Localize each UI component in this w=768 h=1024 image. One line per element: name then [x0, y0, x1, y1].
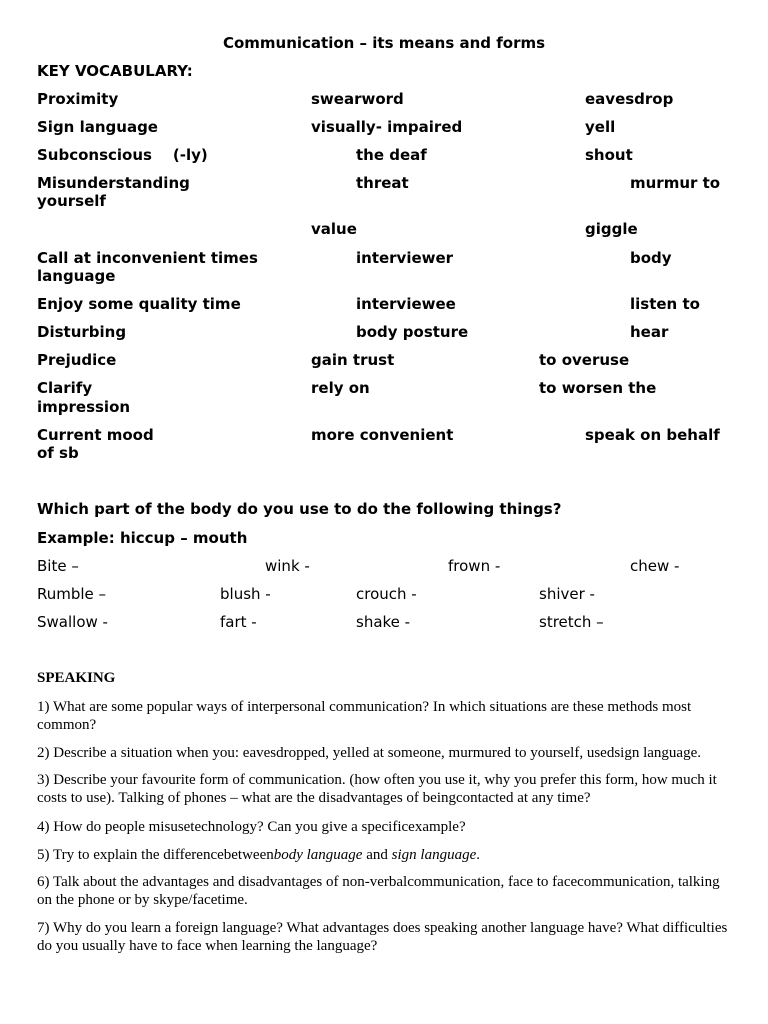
question-text: 5) Try to explain the differencebetween [37, 847, 274, 863]
vocab-item: gain trust [311, 351, 395, 369]
speaking-question [37, 846, 737, 864]
vocab-item: body posture [356, 323, 469, 341]
document-title: Communication – its means and forms [222, 34, 546, 52]
exercise-item: Swallow - [37, 613, 108, 631]
vocab-item: Current mood [37, 426, 154, 444]
exercise-item: Bite – [37, 557, 79, 575]
exercise-item: frown - [448, 557, 501, 575]
vocab-item: giggle [585, 220, 638, 238]
vocab-item: more convenient [311, 426, 454, 444]
speaking-question: 3) Describe your favourite form of communication. (how often you use it, why you prefer this form, how much it costs to use). Talking of phones – what are the disadvantages of beingcontacted at any time? [37, 772, 717, 806]
vocab-item: Prejudice [37, 351, 117, 369]
exercise-item: blush - [220, 585, 271, 603]
exercise-item: stretch – [539, 613, 604, 631]
vocab-item: listen to [630, 295, 700, 313]
exercise-question: Which part of the body do you use to do the following things? [37, 500, 562, 518]
term-body-language: body language [273, 847, 363, 863]
term-sign-language: sign language [391, 847, 477, 863]
vocab-item: language [37, 267, 116, 285]
speaking-question: 4) How do people misusetechnology? Can you give a specificexample? [37, 819, 466, 835]
vocab-item: Proximity [37, 90, 119, 108]
exercise-example: Example: hiccup – mouth [37, 529, 248, 547]
speaking-heading: SPEAKING [37, 670, 116, 686]
speaking-question: 6) Talk about the advantages and disadvantages of non-verbalcommunication, face to facecommunication, talking on the phone or by skype/facetime. [37, 874, 720, 908]
vocab-item: eavesdrop [585, 90, 674, 108]
exercise-item: shiver - [539, 585, 595, 603]
vocab-item: body [630, 249, 672, 267]
exercise-item: crouch - [356, 585, 417, 603]
vocab-item: value [311, 220, 357, 238]
speaking-question: 1) What are some popular ways of interpersonal communication? In which situations are these methods most common? [37, 699, 692, 733]
vocab-item: murmur to [630, 174, 721, 192]
exercise-item: Rumble – [37, 585, 107, 603]
vocab-item: interviewer [356, 249, 454, 267]
vocab-item: yell [585, 118, 616, 136]
vocab-item: Enjoy some quality time [37, 295, 241, 313]
vocab-item: Sign language [37, 118, 158, 136]
exercise-item: fart - [220, 613, 257, 631]
vocab-item: hear [630, 323, 669, 341]
vocab-item: Disturbing [37, 323, 127, 341]
vocab-item: impression [37, 398, 131, 416]
vocab-item: Clarify [37, 379, 93, 397]
vocab-item: to worsen the [539, 379, 657, 397]
exercise-item: wink - [265, 557, 310, 575]
speaking-question: 7) Why do you learn a foreign language? What advantages does speaking another language have? What difficulties do you usually have to face when learning the language? [37, 920, 728, 954]
vocab-item: to overuse [539, 351, 630, 369]
question-text: . [476, 847, 480, 863]
question-text: and [362, 847, 392, 863]
vocab-item: threat [356, 174, 409, 192]
vocab-item: rely on [311, 379, 370, 397]
exercise-item: shake - [356, 613, 411, 631]
vocab-item: visually- impaired [311, 118, 463, 136]
vocab-heading: KEY VOCABULARY: [37, 62, 193, 80]
speaking-question: 2) Describe a situation when you: eavesdropped, yelled at someone, murmured to yourself, usedsign language. [37, 745, 701, 761]
vocab-item: Misunderstanding [37, 174, 190, 192]
vocab-item: speak on behalf [585, 426, 720, 444]
vocab-item: yourself [37, 192, 106, 210]
vocab-item: Call at inconvenient times [37, 249, 258, 267]
vocab-item: the deaf [356, 146, 427, 164]
vocab-item: interviewee [356, 295, 456, 313]
exercise-item: chew - [630, 557, 680, 575]
vocab-item: swearword [311, 90, 404, 108]
vocab-item: shout [585, 146, 633, 164]
vocab-item: of sb [37, 444, 79, 462]
vocab-item: Subconscious (-ly) [37, 146, 208, 164]
